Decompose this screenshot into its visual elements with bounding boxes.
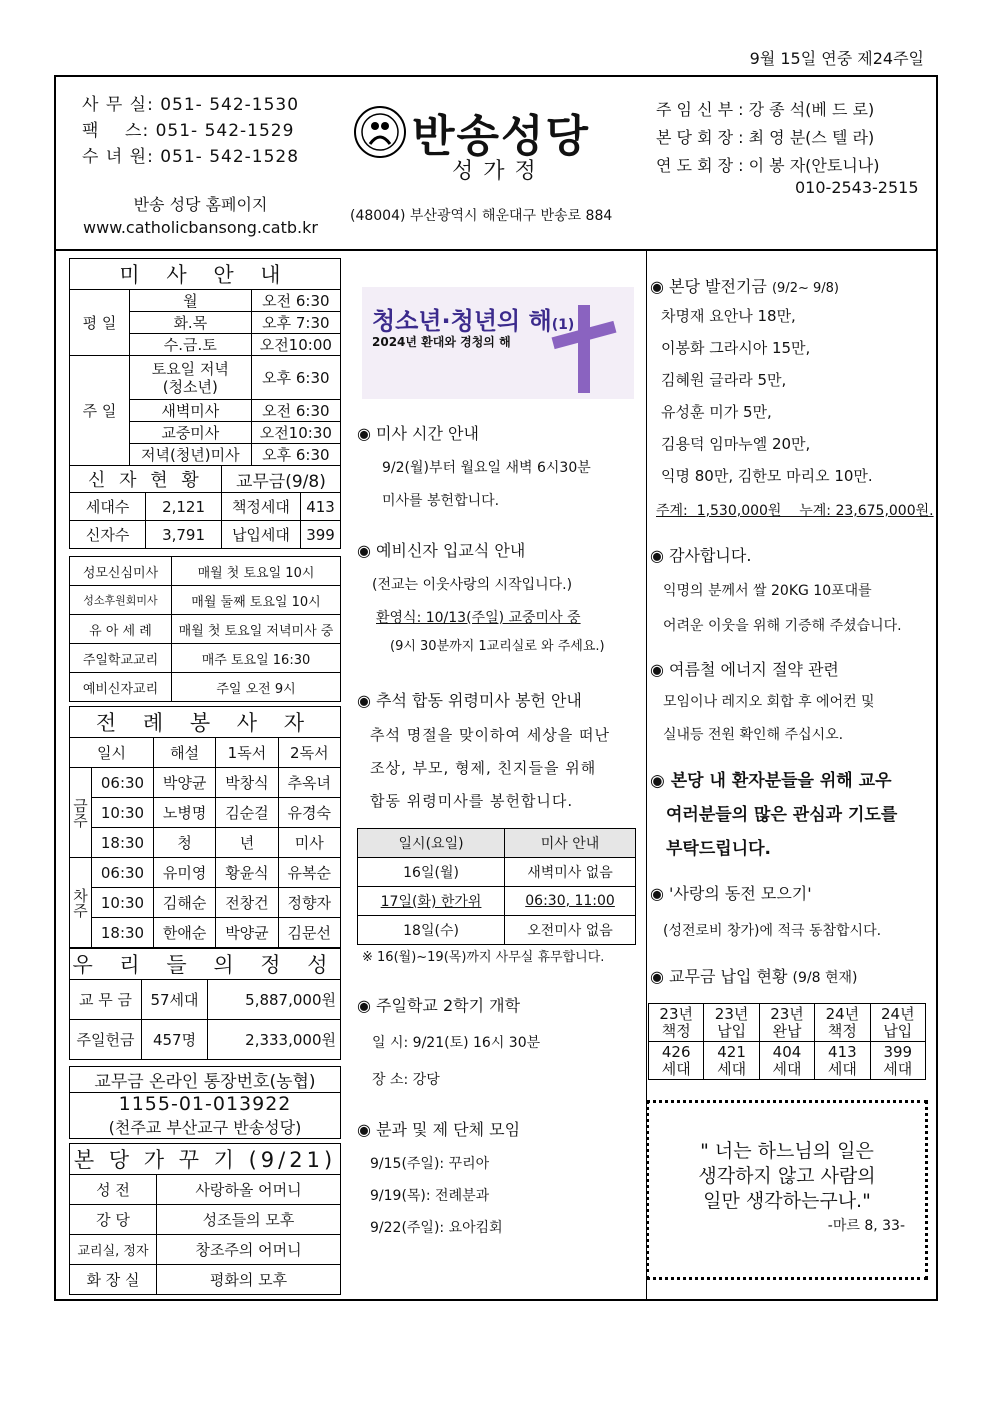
cell: 청 xyxy=(153,828,215,858)
mass-time: 오후 6:30 xyxy=(251,444,340,466)
cell: 박양균 xyxy=(153,768,215,798)
cell: 유경숙 xyxy=(278,798,340,828)
issue-date: 9월 15일 연중 제24주일 xyxy=(749,49,924,68)
groups-body: 9/15(주일): 꾸리아 9/19(목): 전례분과 9/22(주일): 요아킴회 xyxy=(370,1156,503,1236)
office-contacts xyxy=(82,92,299,170)
cell: 24년 납입 xyxy=(870,1004,925,1042)
cross-icon xyxy=(544,305,624,393)
sunday-label: 주 일 xyxy=(70,356,130,466)
school-heading: ◉ 주일학교 2학기 개학 xyxy=(357,996,521,1015)
school-body: 일 시: 9/21(토) 16시 30분 장 소: 강당 xyxy=(372,1035,541,1088)
servers-col: 일시 xyxy=(70,738,154,768)
account-name: (천주교 부산교구 반송성당) xyxy=(70,1115,341,1139)
cell: 성 전 xyxy=(70,1175,157,1205)
cell: 10:30 xyxy=(92,888,154,918)
chuseok-heading: ◉ 추석 합동 위령미사 봉헌 안내 xyxy=(357,691,582,710)
cell: 화 장 실 xyxy=(70,1265,157,1295)
fund-heading: ◉ 본당 발전기금 (9/2~ 9/8) xyxy=(650,277,839,296)
mass-time-heading: ◉ 미사 시간 안내 xyxy=(357,424,479,443)
cell: 사랑하올 어머니 xyxy=(157,1175,341,1205)
mass-time-body: 9/2(월)부터 월요일 새벽 6시30분 미사를 봉헌합니다. xyxy=(382,460,591,509)
schedule-name: 성소후원회미사 xyxy=(70,586,172,615)
staff-yeondo: 연 도 회 장 : 이 봉 자(안토니나) xyxy=(656,156,880,175)
parish-address: (48004) 부산광역시 해운대구 반송로 884 xyxy=(350,208,613,224)
dues-status-table xyxy=(648,1003,926,1080)
cleaning-title: 본 당 가 꾸 기 (9/21) xyxy=(70,1144,341,1175)
cell: 5,887,000원 xyxy=(208,980,341,1020)
cell: 김순걸 xyxy=(216,798,278,828)
coin-heading: ◉ '사랑의 동전 모으기' xyxy=(650,884,812,903)
cell: 신자수 xyxy=(70,521,146,549)
account-title: 교무금 온라인 통장번호(농협) xyxy=(70,1067,341,1093)
youth-banner xyxy=(362,287,634,399)
mass-day: 토요일 저녁 (청소년) xyxy=(130,356,252,400)
thanks-heading: ◉ 감사합니다. xyxy=(650,546,752,565)
cell: 413 세대 xyxy=(815,1042,870,1080)
cell: 새벽미사 없음 xyxy=(505,858,636,887)
believers-table xyxy=(69,465,341,549)
parish-logo-icon xyxy=(352,104,408,160)
thanks-body: 익명의 분께서 쌀 20KG 10포대를 어려운 이웃을 위해 기증해 주셨습니다. xyxy=(663,583,902,634)
cell: 457명 xyxy=(142,1020,208,1060)
cell: 노병명 xyxy=(153,798,215,828)
cell: 한애순 xyxy=(153,918,215,948)
servers-title: 전 례 봉 사 자 xyxy=(70,707,341,738)
cell: 황윤식 xyxy=(216,858,278,888)
cell: 미사 안내 xyxy=(505,829,636,858)
account-table xyxy=(69,1066,341,1139)
cell: 성조들의 모후 xyxy=(157,1205,341,1235)
cell: 박창식 xyxy=(216,768,278,798)
cell: 24년 책정 xyxy=(815,1004,870,1042)
dues-heading: ◉ 교무금 납입 현황 (9/8 현재) xyxy=(650,967,858,986)
cleaning-table xyxy=(69,1143,341,1295)
servers-table xyxy=(69,706,341,948)
offering-title: 우 리 들 의 정 성 xyxy=(70,949,341,980)
schedule-time: 매월 첫 토요일 10시 xyxy=(172,557,341,586)
staff-president: 본 당 회 장 : 최 영 분(스 텔 라) xyxy=(656,128,875,147)
office-closed-note: ※ 16(월)~19(목)까지 사무실 휴무합니다. xyxy=(362,950,605,965)
mass-day: 저녁(청년)미사 xyxy=(130,444,252,466)
cell: 3,791 xyxy=(146,521,221,549)
schedule-name: 성모신심미사 xyxy=(70,557,172,586)
cell: 421 세대 xyxy=(704,1042,759,1080)
cell: 23년 납입 xyxy=(704,1004,759,1042)
chuseok-body: 추석 명절을 맞이하여 세상을 떠난 조상, 부모, 형제, 친지들을 위해 합동 위령미사를 봉헌합니다. xyxy=(370,726,610,810)
office-fax: 팩 스: 051- 542-1529 xyxy=(82,121,295,141)
groups-heading: ◉ 분과 및 제 단체 모임 xyxy=(357,1120,521,1139)
schedule-name: 예비신자교리 xyxy=(70,673,172,702)
cell: 일시(요일) xyxy=(358,829,505,858)
chuseok-table xyxy=(357,828,636,945)
cell: 강 당 xyxy=(70,1205,157,1235)
mass-day: 화.목 xyxy=(130,312,252,334)
cell: 2,333,000원 xyxy=(208,1020,341,1060)
mass-time: 오전 6:30 xyxy=(251,290,340,312)
cell: 전창건 xyxy=(216,888,278,918)
dues-title: 교무금(9/8) xyxy=(221,466,340,493)
servers-col: 해설 xyxy=(153,738,215,768)
cell: 유미영 xyxy=(153,858,215,888)
convent-phone: 수 녀 원: 051- 542-1528 xyxy=(82,147,300,167)
staff-list xyxy=(656,96,880,180)
servers-col: 1독서 xyxy=(216,738,278,768)
parish-title: 반송성당 xyxy=(412,111,591,162)
cell: 06:30 xyxy=(92,768,154,798)
servers-col: 2독서 xyxy=(278,738,340,768)
cell: 납입세대 xyxy=(221,521,300,549)
catechumen-body: (전교는 이웃사랑의 시작입니다.) 환영식: 10/13(주일) 교중미사 중 (9시 30분까지 1교리실로 와 주세요.) xyxy=(372,577,605,654)
cell: 오전미사 없음 xyxy=(505,916,636,945)
homepage-url[interactable]: www.catholicbansong.catb.kr xyxy=(83,218,318,237)
mass-day: 새벽미사 xyxy=(130,400,252,422)
cell: 18일(수) xyxy=(358,916,505,945)
staff-phone: 010-2543-2515 xyxy=(795,178,919,197)
account-number: 1155-01-013922 xyxy=(70,1093,341,1116)
schedule-time: 매월 첫 토요일 저녁미사 중 xyxy=(172,615,341,644)
cell: 18:30 xyxy=(92,918,154,948)
header-divider xyxy=(54,249,938,251)
catechumen-heading: ◉ 예비신자 입교식 안내 xyxy=(357,541,526,560)
mass-day: 월 xyxy=(130,290,252,312)
cell: 주일헌금 xyxy=(70,1020,142,1060)
banner-title: 청소년·청년의 해 xyxy=(372,307,552,335)
quote-source: -마르 8, 33- xyxy=(827,1218,905,1234)
office-phone: 사 무 실: 051- 542-1530 xyxy=(82,95,300,115)
banner-num: (1) xyxy=(551,317,575,333)
banner-subtitle: 2024년 환대와 경청의 해 xyxy=(372,335,511,349)
schedule-time: 매월 둘째 토요일 10시 xyxy=(172,586,341,615)
schedule-time: 주일 오전 9시 xyxy=(172,673,341,702)
cell: 18:30 xyxy=(92,828,154,858)
weekday-label: 평 일 xyxy=(70,290,130,356)
cell: 박양균 xyxy=(216,918,278,948)
schedule-name: 주일학교교리 xyxy=(70,644,172,673)
parish-subtitle: 성가정 xyxy=(452,159,546,184)
cell: 10:30 xyxy=(92,798,154,828)
cell: 2,121 xyxy=(146,493,221,521)
cell: 정향자 xyxy=(278,888,340,918)
fund-body: 차명재 요안나 18만, 이봉화 그라시아 15만, 김혜원 글라라 5만, 유성훈 미가 5만, 김용덕 임마누엘 20만, 익명 80만, 김한모 마리오 10만. xyxy=(661,307,873,485)
cell: 23년 책정 xyxy=(649,1004,704,1042)
cell: 404 세대 xyxy=(759,1042,814,1080)
cell: 추옥녀 xyxy=(278,768,340,798)
staff-pastor: 주 임 신 부 : 강 종 석(베 드 로) xyxy=(656,100,875,119)
cell: 23년 완납 xyxy=(759,1004,814,1042)
mass-day: 수.금.토 xyxy=(130,334,252,356)
cell: 김문선 xyxy=(278,918,340,948)
patients-notice: ◉ 본당 내 환자분들을 위해 교우 여러분들의 많은 관심과 기도를 부탁드립니다. xyxy=(650,771,898,859)
mass-day: 교중미사 xyxy=(130,422,252,444)
homepage xyxy=(68,193,333,239)
energy-body: 모임이나 레지오 회합 후 에어컨 및 실내등 전원 확인해 주십시오. xyxy=(663,694,875,743)
schedule-name: 유 아 세 례 xyxy=(70,615,172,644)
mass-time: 오후 6:30 xyxy=(251,356,340,400)
cell: 평화의 모후 xyxy=(157,1265,341,1295)
mass-time: 오전10:00 xyxy=(251,334,340,356)
offering-table xyxy=(69,948,341,1060)
mass-title: 미 사 안 내 xyxy=(70,259,341,290)
cell: 교리실, 정자 xyxy=(70,1235,157,1265)
cell: 413 xyxy=(301,493,341,521)
cell: 창조주의 어머니 xyxy=(157,1235,341,1265)
believers-title: 신 자 현 황 xyxy=(70,466,222,493)
week-this: 금주 xyxy=(70,768,92,858)
fund-total: 주계: 1,530,000원 누계: 23,675,000원. xyxy=(656,503,934,519)
cell: 유복순 xyxy=(278,858,340,888)
cell: 16일(월) xyxy=(358,858,505,887)
cell: 교 무 금 xyxy=(70,980,142,1020)
homepage-label: 반송 성당 홈페이지 xyxy=(133,195,268,214)
mass-time: 오후 7:30 xyxy=(251,312,340,334)
cell: 책정세대 xyxy=(221,493,300,521)
schedule-time: 매주 토요일 16:30 xyxy=(172,644,341,673)
cell: 김해순 xyxy=(153,888,215,918)
scripture-quote: " 너는 하느님의 일은 생각하지 않고 사람의 일만 생각하는구나." -마르 8, 33- xyxy=(646,1100,928,1280)
cell: 57세대 xyxy=(142,980,208,1020)
cell: 년 xyxy=(216,828,278,858)
mass-time: 오전10:30 xyxy=(251,422,340,444)
cell: 426 세대 xyxy=(649,1042,704,1080)
schedule-table xyxy=(69,556,341,702)
week-next: 차주 xyxy=(70,858,92,948)
cell: 399 xyxy=(301,521,341,549)
coin-body: (성전로비 창가)에 적극 동참합시다. xyxy=(663,923,882,939)
mass-table xyxy=(69,258,341,466)
cell: 미사 xyxy=(278,828,340,858)
cell: 세대수 xyxy=(70,493,146,521)
cell: 06:30, 11:00 xyxy=(505,887,636,916)
cell: 399 세대 xyxy=(870,1042,925,1080)
energy-heading: ◉ 여름철 에너지 절약 관련 xyxy=(650,660,839,679)
cell: 06:30 xyxy=(92,858,154,888)
cell: 17일(화) 한가위 xyxy=(358,887,505,916)
mass-time: 오전 6:30 xyxy=(251,400,340,422)
